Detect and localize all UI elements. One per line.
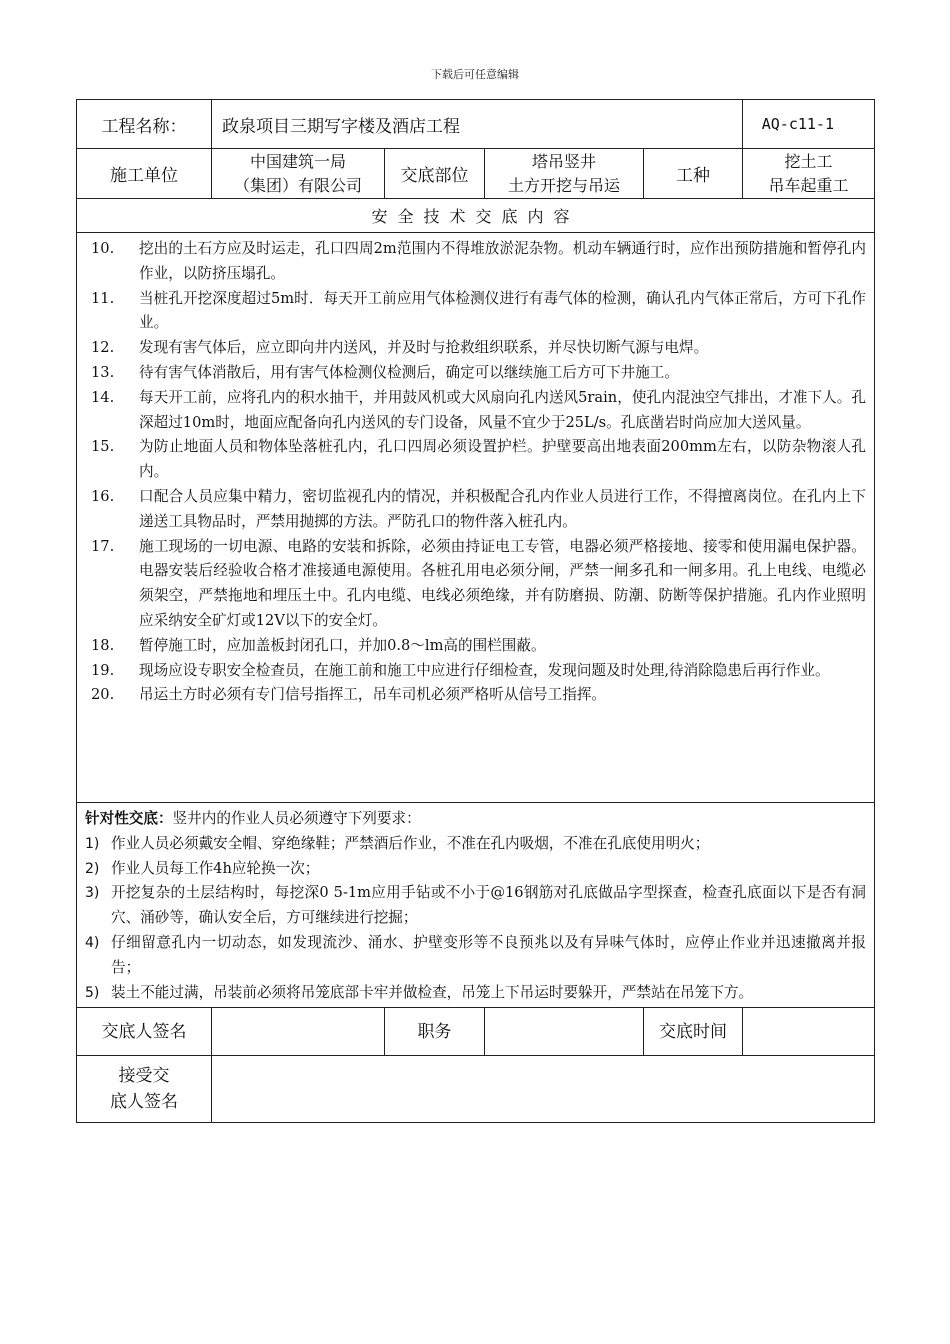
header-note: 下载后可任意编辑: [431, 68, 519, 81]
unit-line1: 中国建筑一局: [249, 151, 346, 171]
list-item: 19. 现场应设专职安全检查员，在施工前和施工中应进行仔细检查，发现问题及时处理,待消除隐患后再行作业。: [91, 661, 830, 679]
unit-value: [212, 149, 385, 199]
specific-head: [85, 807, 866, 832]
trade-line1: 挖土工: [784, 151, 833, 171]
unit-label: 施工单位: [77, 149, 212, 199]
part-value: [485, 149, 644, 199]
list-item: 18. 暂停施工时，应加盖板封闭孔口，并加0.8～lm高的围栏围蔽。: [91, 636, 546, 654]
trade-label: 工种: [644, 149, 743, 199]
time-label: 交底时间: [644, 1008, 743, 1056]
specific-row: [77, 803, 875, 1008]
section-title-row: [77, 199, 875, 233]
position-field[interactable]: [485, 1008, 644, 1056]
section-title: 安全技术交底内容: [77, 199, 875, 233]
project-name: 政泉项目三期写字楼及酒店工程: [212, 100, 743, 149]
list-item: 14. 每天开工前，应将孔内的积水抽干，并用鼓风机或大风扇向孔内送风5rain，使孔内混浊空气排出，才准下人。孔深超过10m时，地面应配备向孔内送风的专门设备，风量不宜少于25L/s。孔底凿岩时尚应加大送风量。: [91, 388, 866, 431]
part-line1: 塔吊竖井: [531, 151, 596, 171]
receiver-signature-field[interactable]: [212, 1056, 875, 1123]
presenter-signature-label: 交底人签名: [77, 1008, 212, 1056]
trade-value: [743, 149, 875, 199]
list-item: 2) 作业人员每工作4h应轮换一次；: [85, 859, 320, 877]
project-row: [77, 100, 875, 149]
presenter-signature-field[interactable]: [212, 1008, 385, 1056]
receiver-signature-label: [77, 1056, 212, 1123]
content-row: [77, 233, 875, 803]
list-item: 11. 当桩孔开挖深度超过5m时．每天开工前应用气体检测仪进行有毒气体的检测，确认孔内气体正常后，方可下孔作业。: [91, 289, 866, 332]
list-item: 13. 待有害气体消散后，用有害气体检测仪检测后，确定可以继续施工后方可下井施工。: [91, 363, 679, 381]
list-item: 20. 吊运土方时必须有专门信号指挥工，吊车司机必须严格听从信号工指挥。: [91, 686, 607, 704]
content-list: [77, 233, 875, 803]
part-line2: 土方开挖与吊运: [507, 175, 620, 195]
list-item: 10. 挖出的土石方应及时运走，孔口四周2m范围内不得堆放淤泥杂物。机动车辆通行时，应作出预防措施和暂停孔内作业，以防挤压塌孔。: [91, 240, 866, 282]
specific-intro: 竖井内的作业人员必须遵守下列要求：: [172, 810, 421, 827]
document-code: AQ-c11-1: [743, 100, 875, 149]
specific-briefing: [77, 803, 875, 1008]
list-item: 16. 口配合人员应集中精力，密切监视孔内的情况，并积极配合孔内作业人员进行工作，不得擅离岗位。在孔内上下递送工具物品时，严禁用抛掷的方法。严防孔口的物件落入桩孔内。: [91, 487, 866, 530]
receiver-label-line1: 接受交: [118, 1066, 170, 1087]
list-item: 4) 仔细留意孔内一切动态，如发现流沙、涌水、护壁变形等不良预兆以及有异味气体时，应停止作业并迅速撤离并报告；: [85, 933, 866, 976]
list-item: 12. 发现有害气体后，应立即向井内送风，并及时与抢救组织联系，并尽快切断气源与电焊。: [91, 339, 709, 357]
project-label: 工程名称：: [77, 100, 212, 149]
position-label: 职务: [385, 1008, 485, 1056]
part-label: 交底部位: [385, 149, 485, 199]
specific-label: 针对性交底：: [85, 810, 173, 827]
list-item: 5) 装土不能过满，吊装前必须将吊笼底部卡牢并做检查，吊笼上下吊运时要躲开，严禁站在吊笼下方。: [85, 983, 754, 1001]
list-item: 15. 为防止地面人员和物体坠落桩孔内，孔口四周必须设置护栏。护壁要高出地表面200mm左右，以防杂物滚人孔内。: [91, 438, 866, 481]
signature-row: [77, 1008, 875, 1056]
unit-line2: （集团）有限公司: [233, 175, 362, 195]
safety-briefing-form: [76, 99, 875, 1123]
time-field[interactable]: [743, 1008, 875, 1056]
trade-line2: 吊车起重工: [768, 175, 849, 195]
list-item: 1) 作业人员必须戴安全帽、穿绝缘鞋；严禁酒后作业，不准在孔内吸烟，不准在孔底使用明火；: [85, 834, 710, 852]
receiver-label-line2: 底人签名: [110, 1092, 178, 1113]
receiver-row: [77, 1056, 875, 1123]
info-row: [77, 149, 875, 199]
list-item: 3) 开挖复杂的土层结构时，每挖深0 5-1m应用手钻或不小于@16钢筋对孔底做品字型探查，检查孔底面以下是否有洞穴、涌砂等，确认安全后，方可继续进行挖掘；: [85, 884, 866, 927]
list-item: 17. 施工现场的一切电源、电路的安装和拆除，必须由持证电工专管，电器必须严格接地、接零和使用漏电保护器。电器安装后经验收合格才准接通电源使用。各桩孔用电必须分闸，严禁一闸多孔和一闸多用。孔上电线、电缆必须架空，严禁拖地和埋压土中。孔内电缆、电线必须绝缘，并有防磨损、防潮、防断等保护措施。孔内作业照明应采纳安全矿灯或12V以下的安全灯。: [91, 537, 866, 629]
